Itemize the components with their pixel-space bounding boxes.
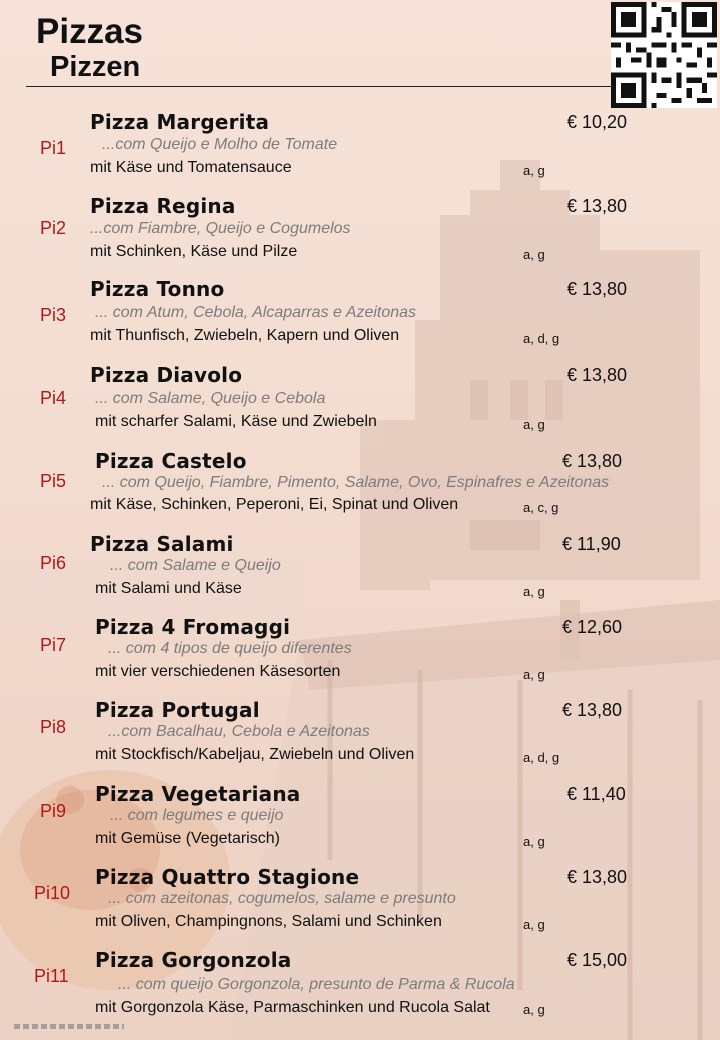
item-price: € 13,80 [567, 867, 628, 887]
item-code: Pi8 [40, 717, 67, 737]
item-price: € 11,90 [562, 534, 621, 554]
item-allergens: a, g [523, 247, 545, 262]
item-description-de: mit Salami und Käse [95, 580, 242, 597]
item-code: Pi7 [40, 635, 67, 655]
item-code: Pi3 [40, 305, 67, 325]
header-divider [26, 86, 626, 87]
item-price: € 13,80 [567, 279, 628, 299]
item-description-pt: ... com Queijo, Fiambre, Pimento, Salame, Ovo, Espinafres e Azeitonas [102, 474, 610, 491]
qr-code-icon[interactable] [611, 2, 717, 108]
item-description-de: mit Gemüse (Vegetarisch) [95, 830, 280, 847]
menu-item [0, 275, 720, 355]
menu-item [0, 530, 720, 610]
page-title: Pizzas [36, 12, 143, 51]
menu-item [0, 696, 720, 776]
item-name: Pizza Margerita [90, 110, 270, 134]
item-description-pt: ...com Queijo e Molho de Tomate [102, 136, 338, 153]
item-description-de: mit vier verschiedenen Käsesorten [95, 663, 341, 680]
item-description-de: mit Käse, Schinken, Peperoni, Ei, Spinat und Oliven [90, 496, 459, 513]
item-price: € 13,80 [567, 196, 628, 216]
item-name: Pizza Regina [90, 194, 236, 218]
item-description-de: mit scharfer Salami, Käse und Zwiebeln [95, 413, 377, 430]
item-description-pt: ...com Fiambre, Queijo e Cogumelos [90, 220, 351, 237]
footer-watermark [14, 1024, 124, 1029]
item-description-pt: ... com Salame e Queijo [110, 557, 281, 574]
item-description-pt: ... com 4 tipos de queijo diferentes [108, 640, 352, 657]
item-allergens: a, g [523, 917, 545, 932]
item-name: Pizza Tonno [90, 277, 225, 301]
menu-item [0, 361, 720, 441]
item-description-de: mit Gorgonzola Käse, Parmaschinken und Rucola Salat [95, 999, 490, 1016]
item-name: Pizza Quattro Stagione [95, 865, 360, 889]
item-allergens: a, d, g [523, 331, 560, 346]
item-code: Pi4 [40, 388, 67, 408]
item-allergens: a, g [523, 584, 545, 599]
item-allergens: a, g [523, 163, 545, 178]
item-code: Pi9 [40, 801, 67, 821]
menu-item [0, 447, 720, 527]
item-price: € 11,40 [567, 784, 626, 804]
item-description-de: mit Schinken, Käse und Pilze [90, 243, 298, 260]
menu-item [0, 613, 720, 693]
menu-item [0, 108, 720, 188]
menu-item [0, 946, 720, 1026]
item-code: Pi10 [34, 883, 71, 903]
item-allergens: a, g [523, 834, 545, 849]
item-allergens: a, g [523, 1002, 545, 1017]
item-price: € 13,80 [567, 365, 628, 385]
item-price: € 13,80 [562, 451, 623, 471]
page-subtitle: Pizzen [50, 51, 141, 83]
item-code: Pi5 [40, 471, 67, 491]
item-name: Pizza Diavolo [90, 363, 243, 387]
item-code: Pi2 [40, 218, 67, 238]
item-name: Pizza 4 Fromaggi [95, 615, 291, 639]
item-description-de: mit Oliven, Champingnons, Salami und Schinken [95, 913, 442, 930]
item-code: Pi6 [40, 553, 67, 573]
item-allergens: a, g [523, 667, 545, 682]
item-description-pt: ... com Atum, Cebola, Alcaparras e Azeitonas [95, 304, 417, 321]
menu-item [0, 863, 720, 943]
menu-item [0, 192, 720, 272]
item-description-de: mit Käse und Tomatensauce [90, 159, 292, 176]
item-name: Pizza Gorgonzola [95, 948, 292, 972]
item-code: Pi1 [40, 138, 67, 158]
item-code: Pi11 [34, 966, 69, 986]
item-price: € 12,60 [562, 617, 623, 637]
item-allergens: a, c, g [523, 500, 559, 515]
item-price: € 15,00 [567, 950, 628, 970]
menu-item [0, 780, 720, 860]
item-description-de: mit Thunfisch, Zwiebeln, Kapern und Oliven [90, 327, 400, 344]
item-price: € 13,80 [562, 700, 623, 720]
item-allergens: a, g [523, 417, 545, 432]
item-name: Pizza Vegetariana [95, 782, 301, 806]
item-description-pt: ... com Salame, Queijo e Cebola [95, 390, 326, 407]
item-description-pt: ... com legumes e queijo [110, 807, 284, 824]
item-name: Pizza Portugal [95, 698, 260, 722]
item-allergens: a, d, g [523, 750, 560, 765]
item-description-pt: ...com Bacalhau, Cebola e Azeitonas [108, 723, 370, 740]
item-description-pt: ... com queijo Gorgonzola, presunto de Parma & Rucola [118, 976, 515, 993]
item-description-de: mit Stockfisch/Kabeljau, Zwiebeln und Oliven [95, 746, 415, 763]
item-price: € 10,20 [567, 112, 628, 132]
item-name: Pizza Castelo [95, 449, 247, 473]
item-description-pt: ... com azeitonas, cogumelos, salame e presunto [108, 890, 456, 907]
item-name: Pizza Salami [90, 532, 234, 556]
